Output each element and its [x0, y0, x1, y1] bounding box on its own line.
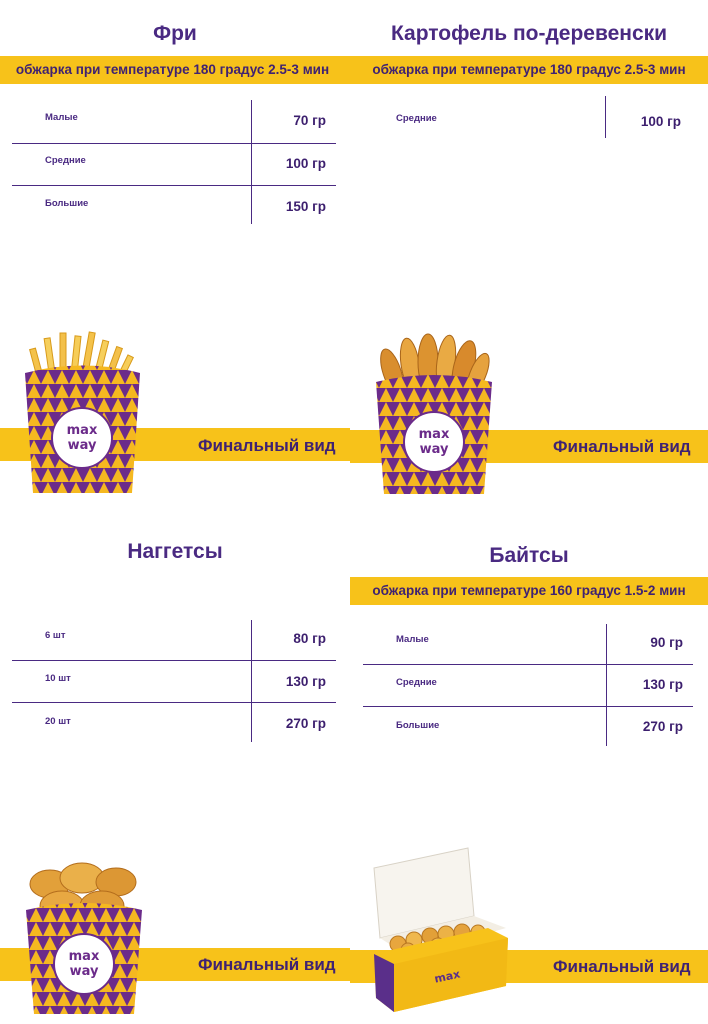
wedges-instruction: обжарка при температуре 180 градус 2.5-3 мин [372, 62, 686, 77]
fries-row-label: Большие [45, 198, 89, 209]
nuggets-row-label: 20 шт [45, 716, 71, 727]
nuggets-row-value: 130 гр [285, 674, 326, 689]
fries-row-value: 150 гр [285, 199, 326, 214]
nuggets-row-separator [12, 660, 336, 661]
svg-text:way: way [69, 964, 99, 979]
fries-row-value: 70 гр [293, 113, 326, 128]
fries-title: Фри [153, 22, 197, 45]
fries-row-label: Средние [45, 155, 86, 166]
svg-text:way: way [419, 442, 449, 457]
fries-row-separator [12, 185, 336, 186]
bites-box-icon [368, 846, 513, 1016]
fries-row-label: Малые [45, 112, 78, 123]
bites-row-label: Средние [396, 677, 437, 688]
fries-instruction: обжарка при температуре 180 градус 2.5-3 мин [15, 62, 330, 77]
bites-row-separator [363, 664, 693, 665]
bites-row-label: Малые [396, 634, 429, 645]
wedges-title: Картофель по-деревенски [390, 22, 668, 45]
bites-row-value: 130 гр [642, 677, 683, 692]
bites-row-value: 90 гр [650, 635, 683, 650]
bites-instruction: обжарка при температуре 160 градус 1.5-2 мин [372, 583, 686, 598]
nuggets-row-value: 270 гр [285, 716, 326, 731]
wedges-box-icon [372, 332, 497, 497]
svg-text:max: max [433, 967, 462, 986]
bites-row-label: Большие [396, 720, 440, 731]
fries-final-label: Финальный вид [198, 436, 336, 455]
bites-final-label: Финальный вид [553, 957, 691, 976]
nuggets-final-label: Финальный вид [198, 955, 336, 974]
bites-row-separator [363, 706, 693, 707]
bites-row-value: 270 гр [642, 719, 683, 734]
svg-text:max: max [66, 423, 98, 438]
fries-row-value: 100 гр [285, 156, 326, 171]
fries-row-separator [12, 143, 336, 144]
svg-text:max: max [68, 949, 100, 964]
svg-text:max: max [418, 427, 450, 442]
nuggets-box-icon [22, 852, 147, 1017]
fries-box-icon [20, 328, 145, 498]
nuggets-row-label: 10 шт [45, 673, 71, 684]
nuggets-row-separator [12, 702, 336, 703]
nuggets-row-label: 6 шт [45, 630, 66, 641]
nuggets-title: Наггетсы [127, 540, 223, 563]
svg-text:way: way [67, 438, 97, 453]
nuggets-row-value: 80 гр [293, 631, 326, 646]
wedges-row-value: 100 гр [640, 114, 681, 129]
wedges-final-label: Финальный вид [553, 437, 691, 456]
bites-title: Байтсы [489, 544, 569, 567]
wedges-row-label: Средние [396, 113, 437, 124]
